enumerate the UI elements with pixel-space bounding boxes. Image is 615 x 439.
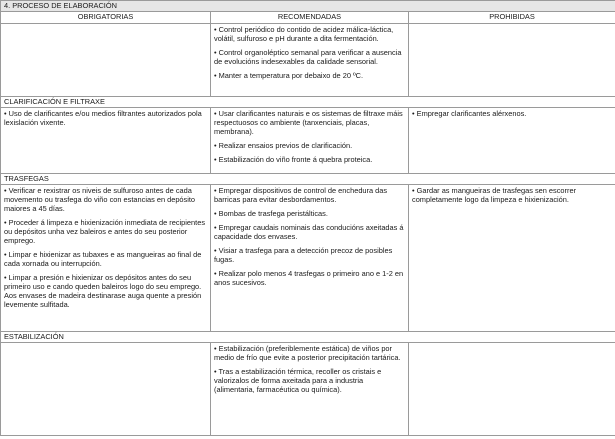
list-item: [4, 109, 207, 127]
list-item: [214, 155, 405, 164]
recomendadas-cell: [211, 108, 409, 174]
recomendadas-cell: [211, 24, 409, 97]
list-item-text: • Limpar e hixienizar as tubaxes e as mangueiras ao final de cada xornada ou interrupción.: [4, 250, 202, 268]
obrigatorias-cell: [1, 343, 211, 436]
prohibidas-cell: [409, 108, 615, 174]
section-heading: ESTABILIZACIÓN: [1, 332, 615, 343]
list-item-text: • Uso de clarificantes e/ou medios filtrantes autorizados pola lexislación vixente.: [4, 109, 202, 127]
list-item-text: • Tras a estabilización térmica, recoller os cristais e valorizalos de forma axeitada para a industria (alimentaria, farmacéutica ou química).: [214, 367, 382, 394]
prohibidas-cell: [409, 24, 615, 97]
list-item: [4, 273, 207, 309]
list-item-text: • Limpar a presión e hixienizar os depósitos antes do seu primeiro uso e cando queden baleiros logo do seu emprego. Aos envases de madeira destinarase auga quente a presión levemente sulfitada.: [4, 273, 202, 309]
list-item: [412, 186, 612, 204]
list-item-text: • Empregar dispositivos de control de enchedura das barricas para evitar desbordamentos.: [214, 186, 388, 204]
list-item: [4, 186, 207, 213]
list-item-text: • Proceder á limpeza e hixienización inmediata de recipientes ou depósitos unha vez baleiros e antes do seu posterior emprego.: [4, 218, 206, 245]
list-item-text: • Visiar a trasfega para a detección precoz de posibles fugas.: [214, 246, 393, 264]
table-row: [1, 24, 615, 97]
list-item: [214, 141, 405, 150]
list-item-text: • Empregar caudais nominais das conducións axeitadas á capacidade dos envases.: [214, 223, 404, 241]
list-item: [214, 344, 405, 362]
table-row: [1, 108, 615, 174]
column-header-obrigatorias: OBRIGATORIAS: [1, 12, 211, 24]
list-item: [214, 269, 405, 287]
list-item: [412, 109, 612, 118]
list-item: [214, 109, 405, 136]
list-item-text: • Empregar clarificantes alérxenos.: [412, 109, 527, 118]
list-item: [214, 48, 405, 66]
list-item: [214, 209, 405, 218]
section-heading: TRASFEGAS: [1, 174, 615, 185]
prohibidas-cell: [409, 185, 615, 332]
obrigatorias-cell: [1, 185, 211, 332]
list-item: [214, 186, 405, 204]
list-item-text: • Manter a temperatura por debaixo de 20 ºC.: [214, 71, 364, 80]
list-item: [214, 25, 405, 43]
list-item-text: • Control organoléptico semanal para verificar a ausencia de evolucións indesexables da calidade sensorial.: [214, 48, 402, 66]
section-heading: CLARIFICACIÓN E FILTRAXE: [1, 97, 615, 108]
list-item-text: • Gardar as mangueiras de trasfegas sen escorrer completamente logo da limpeza e hixienización.: [412, 186, 577, 204]
recomendadas-cell: [211, 185, 409, 332]
prohibidas-cell: [409, 343, 615, 436]
column-header-recomendadas: RECOMENDADAS: [211, 12, 409, 24]
list-item-text: • Control periódico do contido de acidez málica-láctica, volátil, sulfuroso e pH durante a dita fermentación.: [214, 25, 394, 43]
list-item-text: • Estabilización (preferiblemente estática) de viños por medio de frío que evite a posterior precipitación tartárica.: [214, 344, 401, 362]
list-item-text: • Usar clarificantes naturais e os sistemas de filtraxe máis respectuosos co ambiente (tanxenciais, placas, membrana).: [214, 109, 403, 136]
list-item-text: • Verificar e rexistrar os niveis de sulfuroso antes de cada movemento ou trasfega do viño con estancias en depósito maiores a 45 días.: [4, 186, 196, 213]
table-row: [1, 343, 615, 436]
list-item-text: • Bombas de trasfega peristálticas.: [214, 209, 328, 218]
list-item: [4, 218, 207, 245]
list-item: [214, 246, 405, 264]
list-item: [214, 367, 405, 394]
table-row: [1, 185, 615, 332]
list-item: [214, 71, 405, 80]
obrigatorias-cell: [1, 24, 211, 97]
list-item-text: • Estabilización do viño fronte á quebra proteica.: [214, 155, 373, 164]
recomendadas-cell: [211, 343, 409, 436]
list-item-text: • Realizar polo menos 4 trasfegas o primeiro ano e 1-2 en anos sucesivos.: [214, 269, 404, 287]
obrigatorias-cell: [1, 108, 211, 174]
table-title: 4. PROCESO DE ELABORACIÓN: [1, 1, 615, 12]
list-item: [214, 223, 405, 241]
list-item: [4, 250, 207, 268]
list-item-text: • Realizar ensaios previos de clarificación.: [214, 141, 353, 150]
column-header-prohibidas: PROHIBIDAS: [409, 12, 615, 24]
